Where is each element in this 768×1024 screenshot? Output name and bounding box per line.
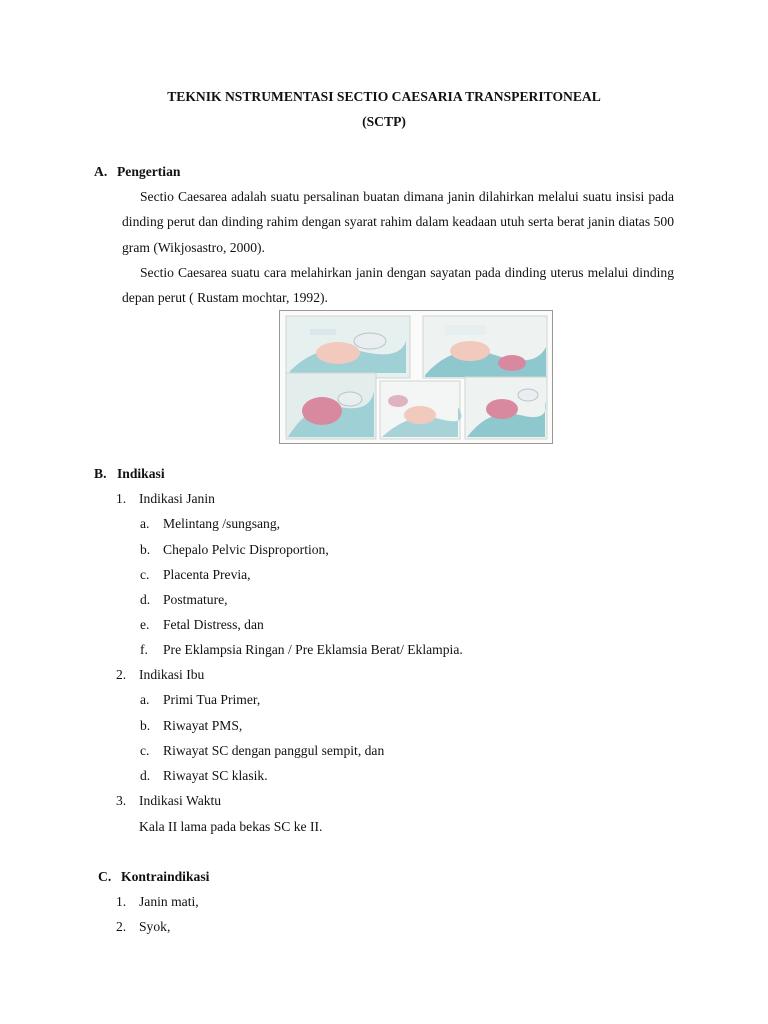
list-item: [140, 541, 329, 559]
document-subtitle: (SCTP): [362, 114, 406, 129]
list-item: [140, 641, 463, 659]
list-item-text: Chepalo Pelvic Disproportion,: [163, 542, 329, 557]
section-c-letter: C.: [98, 869, 112, 884]
indikasi-group-3-number: 3.: [116, 793, 127, 808]
section-b-letter: B.: [94, 466, 107, 481]
pengertian-paragraph-2-text: Sectio Caesarea suatu cara melahirkan janin dengan sayatan pada dinding uterus melalui dinding depan perut ( Rustam mochtar, 1992).: [122, 265, 674, 306]
indikasi-group-3: [116, 792, 221, 810]
indikasi-group-2-number: 2.: [116, 667, 127, 682]
list-item-letter: f.: [140, 642, 148, 657]
list-item-letter: b.: [140, 542, 151, 557]
list-item-text: Syok,: [139, 919, 171, 934]
list-item: [140, 717, 242, 735]
section-a-letter: A.: [94, 164, 108, 179]
list-item: [140, 767, 268, 785]
list-item-text: Postmature,: [163, 592, 228, 607]
section-a-title: Pengertian: [117, 164, 181, 179]
list-item-letter: c.: [140, 743, 150, 758]
indikasi-group-2: [116, 666, 204, 684]
list-item-text: Janin mati,: [139, 894, 199, 909]
indikasi-waktu-note: Kala II lama pada bekas SC ke II.: [139, 819, 323, 834]
list-item: [140, 566, 251, 584]
list-item-text: Fetal Distress, dan: [163, 617, 264, 632]
list-item-letter: b.: [140, 718, 151, 733]
list-item-text: Placenta Previa,: [163, 567, 251, 582]
indikasi-group-2-label: Indikasi Ibu: [139, 667, 205, 682]
section-c-heading: [98, 868, 209, 886]
list-item-letter: a.: [140, 692, 150, 707]
list-item: [140, 591, 228, 609]
list-item-number: 1.: [116, 894, 127, 909]
section-b-title: Indikasi: [117, 466, 165, 481]
indikasi-group-1-label: Indikasi Janin: [139, 491, 215, 506]
indikasi-group-1: [116, 490, 215, 508]
list-item: [116, 893, 199, 911]
list-item: [116, 918, 170, 936]
pengertian-paragraph-1: [122, 184, 674, 260]
list-item-text: Primi Tua Primer,: [163, 692, 261, 707]
list-item-letter: d.: [140, 592, 151, 607]
surgical-illustration-image: [279, 310, 553, 444]
list-item-letter: a.: [140, 516, 150, 531]
list-item-number: 2.: [116, 919, 127, 934]
list-item: [140, 515, 280, 533]
list-item-letter: c.: [140, 567, 150, 582]
list-item: [140, 691, 260, 709]
list-item-letter: e.: [140, 617, 150, 632]
indikasi-group-3-label: Indikasi Waktu: [139, 793, 222, 808]
section-b-heading: [94, 465, 165, 483]
list-item-text: Melintang /sungsang,: [163, 516, 281, 531]
pengertian-paragraph-1-text: Sectio Caesarea adalah suatu persalinan buatan dimana janin dilahirkan melalui suatu insisi pada dinding perut dan dinding rahim dengan syarat rahim dalam keadaan utuh serta berat janin diatas 500 gram (Wikjosastro, 2000).: [122, 189, 674, 255]
list-item-letter: d.: [140, 768, 151, 783]
list-item: [140, 742, 384, 760]
list-item-text: Pre Eklampsia Ringan / Pre Eklamsia Berat/ Eklampia.: [163, 642, 463, 657]
section-c-title: Kontraindikasi: [121, 869, 210, 884]
indikasi-group-1-number: 1.: [116, 491, 127, 506]
section-a-heading: [94, 163, 180, 181]
list-item-text: Riwayat PMS,: [163, 718, 243, 733]
list-item-text: Riwayat SC klasik.: [163, 768, 268, 783]
document-title: TEKNIK NSTRUMENTASI SECTIO CAESARIA TRANSPERITONEAL: [167, 89, 601, 104]
list-item-text: Riwayat SC dengan panggul sempit, dan: [163, 743, 385, 758]
list-item: [140, 616, 264, 634]
pengertian-paragraph-2: [122, 260, 674, 311]
